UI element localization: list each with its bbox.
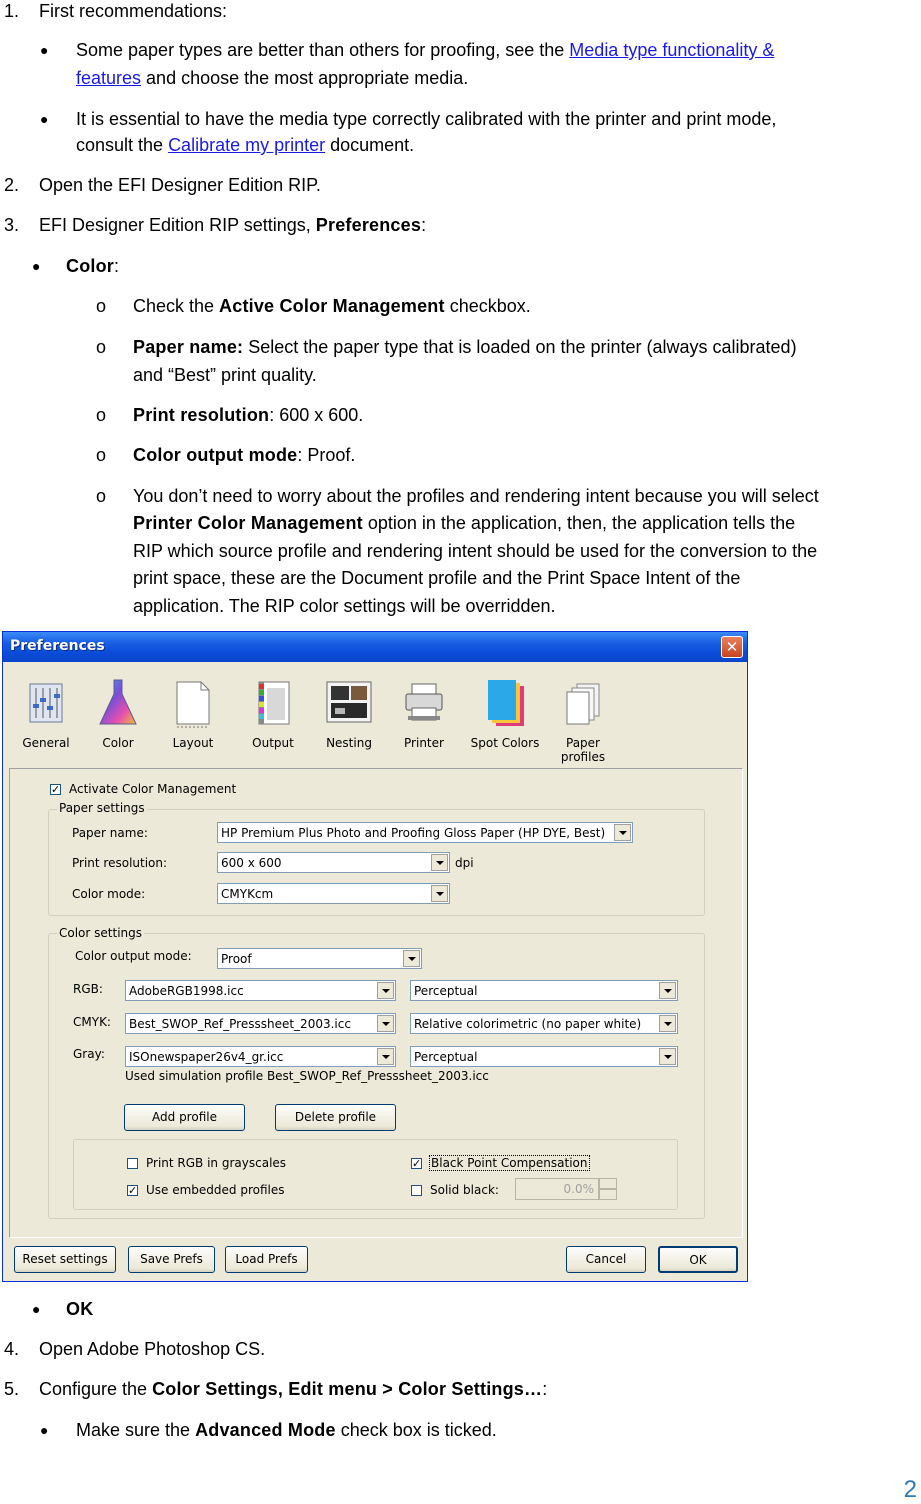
dialog-titlebar[interactable] <box>3 632 747 662</box>
printer-icon <box>402 678 446 726</box>
sub-profiles-line5: application. The RIP color settings will be overridden. <box>133 596 556 616</box>
color-settings-legend: Color settings <box>59 926 142 940</box>
chevron-down-icon[interactable] <box>659 1015 676 1032</box>
solid-black-value: 0.0% <box>563 1182 594 1196</box>
print-resolution-value: 600 x 600 <box>221 856 282 870</box>
simulation-profile-text: Used simulation profile Best_SWOP_Ref_Presssheet_2003.icc <box>125 1069 489 1083</box>
toolbar-label: Printer <box>404 736 444 750</box>
step-5-text: Configure the Color Settings, Edit menu > Color Settings…: <box>39 1379 548 1399</box>
print-rgb-grayscale-label: Print RGB in grayscales <box>146 1156 287 1170</box>
step-5-number: 5. <box>4 1379 20 1399</box>
chevron-down-icon[interactable] <box>377 1048 394 1065</box>
output-page-icon <box>253 678 293 728</box>
flask-icon <box>96 678 140 728</box>
paper-name-value: HP Premium Plus Photo and Proofing Gloss Paper (HP DYE, Best) <box>221 826 606 840</box>
step-1-number: 1. <box>4 1 20 21</box>
preferences-dialog <box>2 631 748 1282</box>
sub-profiles-line2: Printer Color Management option in the application, then, the application tells the <box>133 513 796 533</box>
toolbar-nesting[interactable] <box>312 672 386 762</box>
o-bullet: o <box>96 445 107 465</box>
sub-print-resolution: Print resolution: 600 x 600. <box>133 405 364 425</box>
color-output-mode-select[interactable] <box>217 948 422 969</box>
bullet-dot: ● <box>32 258 41 274</box>
chevron-down-icon[interactable] <box>431 885 448 902</box>
toolbar-paper-profiles[interactable] <box>543 672 623 762</box>
chevron-down-icon[interactable] <box>403 950 420 967</box>
sub-paper-name-line2: and “Best” print quality. <box>133 365 317 385</box>
sub-profiles-line1: You don’t need to worry about the profiles and rendering intent because you will select <box>133 486 819 506</box>
bullet-calibrate-line2: consult the Calibrate my printer document. <box>76 135 415 155</box>
toolbar-label: Color <box>102 736 134 750</box>
toolbar-label: Nesting <box>326 736 372 750</box>
calibrate-link[interactable]: Calibrate my printer <box>168 135 326 155</box>
cmyk-profile-select[interactable] <box>125 1013 396 1034</box>
gray-label: Gray: <box>73 1047 105 1061</box>
dpi-label: dpi <box>455 856 474 870</box>
cmyk-profile-value: Best_SWOP_Ref_Presssheet_2003.icc <box>129 1017 351 1031</box>
sliders-icon <box>26 678 66 726</box>
solid-black-label: Solid black: <box>430 1183 499 1197</box>
toolbar-printer[interactable] <box>387 672 461 762</box>
chevron-down-icon[interactable] <box>431 854 448 871</box>
sub-profiles-line4: print space, these are the Document profile and the Print Space Intent of the <box>133 568 741 588</box>
solid-black-checkbox[interactable] <box>411 1185 422 1196</box>
bullet-dot: ● <box>40 1422 49 1438</box>
black-point-compensation-checkbox[interactable] <box>411 1158 422 1169</box>
step-2-number: 2. <box>4 175 20 195</box>
chevron-down-icon[interactable] <box>614 824 631 841</box>
o-bullet: o <box>96 337 107 357</box>
o-bullet: o <box>96 486 107 506</box>
black-point-compensation-label: Black Point Compensation <box>431 1156 588 1170</box>
o-bullet: o <box>96 296 107 316</box>
toolbar-label: Layout <box>172 736 214 750</box>
paper-profiles-icon <box>561 678 605 728</box>
ok-step: OK <box>66 1299 94 1319</box>
color-output-mode-value: Proof <box>221 952 252 966</box>
paper-name-label: Paper name: <box>72 826 148 840</box>
rgb-label: RGB: <box>73 982 103 996</box>
activate-color-management-label: Activate Color Management <box>69 782 237 796</box>
toolbar-label: Paper profiles <box>560 736 606 764</box>
rgb-profile-value: AdobeRGB1998.icc <box>129 984 244 998</box>
chevron-down-icon[interactable] <box>659 982 676 999</box>
bullet-media-type-line2: features and choose the most appropriate media. <box>76 68 469 88</box>
gray-intent-select[interactable] <box>410 1046 678 1067</box>
use-embedded-profiles-label: Use embedded profiles <box>146 1183 285 1197</box>
sub-profiles-line3: RIP which source profile and rendering intent should be used for the conversion to the <box>133 541 818 561</box>
spin-down-icon[interactable] <box>599 1189 617 1200</box>
toolbar-label: Output <box>252 736 294 750</box>
use-embedded-profiles-checkbox[interactable] <box>127 1185 138 1196</box>
gray-intent-value: Perceptual <box>414 1050 478 1064</box>
cmyk-intent-select[interactable] <box>410 1013 678 1034</box>
spot-colors-icon <box>482 678 528 730</box>
media-type-link[interactable]: Media type functionality & <box>569 40 775 60</box>
toolbar-output[interactable] <box>236 672 310 762</box>
chevron-down-icon[interactable] <box>377 982 394 999</box>
chevron-down-icon[interactable] <box>659 1048 676 1065</box>
color-mode-label: Color mode: <box>72 887 146 901</box>
color-mode-value: CMYKcm <box>221 887 274 901</box>
toolbar-general[interactable] <box>9 672 83 762</box>
media-type-link-cont[interactable]: features <box>76 68 142 88</box>
toolbar-label: Spot Colors <box>470 736 540 750</box>
paper-name-select[interactable] <box>217 822 633 843</box>
bullet-media-type: Some paper types are better than others for proofing, see the Media type functionality & <box>76 40 775 60</box>
step-1-text: First recommendations: <box>39 1 228 21</box>
load-prefs-button[interactable]: Load Prefs <box>225 1246 308 1273</box>
reset-settings-button[interactable]: Reset settings <box>14 1246 116 1273</box>
rgb-intent-select[interactable] <box>410 980 678 1001</box>
sub-color-output-mode: Color output mode: Proof. <box>133 445 356 465</box>
preferences-toolbar <box>9 672 743 764</box>
toolbar-layout[interactable] <box>156 672 230 762</box>
gray-profile-value: ISOnewspaper26v4_gr.icc <box>129 1050 284 1064</box>
activate-color-management-checkbox[interactable] <box>50 784 61 795</box>
chevron-down-icon[interactable] <box>377 1015 394 1032</box>
color-output-mode-label: Color output mode: <box>75 949 192 963</box>
gray-profile-select[interactable] <box>125 1046 396 1067</box>
print-resolution-select[interactable] <box>217 852 450 873</box>
nesting-icon <box>325 678 373 726</box>
step-3-text: EFI Designer Edition RIP settings, Preferences: <box>39 215 427 235</box>
solid-black-spinbox[interactable] <box>515 1178 599 1200</box>
toolbar-label: General <box>22 736 70 750</box>
print-rgb-grayscale-checkbox[interactable] <box>127 1158 138 1169</box>
toolbar-color[interactable] <box>81 672 155 762</box>
spin-up-icon[interactable] <box>599 1178 617 1189</box>
bullet-dot: ● <box>40 42 49 58</box>
rgb-intent-value: Perceptual <box>414 984 478 998</box>
print-resolution-label: Print resolution: <box>72 856 168 870</box>
ok-button[interactable]: OK <box>658 1246 738 1273</box>
sub-active-cm: Check the Active Color Management checkbox. <box>133 296 531 316</box>
step-2-text: Open the EFI Designer Edition RIP. <box>39 175 321 195</box>
color-mode-select[interactable] <box>217 883 450 904</box>
sub-paper-name: Paper name: Select the paper type that is loaded on the printer (always calibrated) <box>133 337 797 357</box>
save-prefs-button[interactable]: Save Prefs <box>128 1246 215 1273</box>
rgb-profile-select[interactable] <box>125 980 396 1001</box>
delete-profile-button[interactable]: Delete profile <box>275 1104 396 1131</box>
cmyk-intent-value: Relative colorimetric (no paper white) <box>414 1017 642 1031</box>
step-4-number: 4. <box>4 1339 20 1359</box>
cancel-button[interactable]: Cancel <box>566 1246 646 1273</box>
bullet-dot: ● <box>40 111 49 127</box>
paper-settings-legend: Paper settings <box>59 801 145 815</box>
toolbar-spot-colors[interactable] <box>465 672 545 762</box>
cmyk-label: CMYK: <box>73 1015 111 1029</box>
close-button[interactable]: ✕ <box>721 636 743 658</box>
page-number: 2 <box>903 1476 917 1503</box>
add-profile-button[interactable]: Add profile <box>124 1104 245 1131</box>
color-heading: Color: <box>66 256 120 276</box>
bullet-calibrate: It is essential to have the media type correctly calibrated with the printer and print mode, <box>76 109 777 129</box>
step-3-number: 3. <box>4 215 20 235</box>
step-4-text: Open Adobe Photoshop CS. <box>39 1339 266 1359</box>
dialog-title: Preferences <box>10 638 105 654</box>
advanced-mode-bullet: Make sure the Advanced Mode check box is ticked. <box>76 1420 497 1440</box>
bullet-dot: ● <box>32 1301 41 1317</box>
o-bullet: o <box>96 405 107 425</box>
page-layout-icon <box>173 678 213 728</box>
